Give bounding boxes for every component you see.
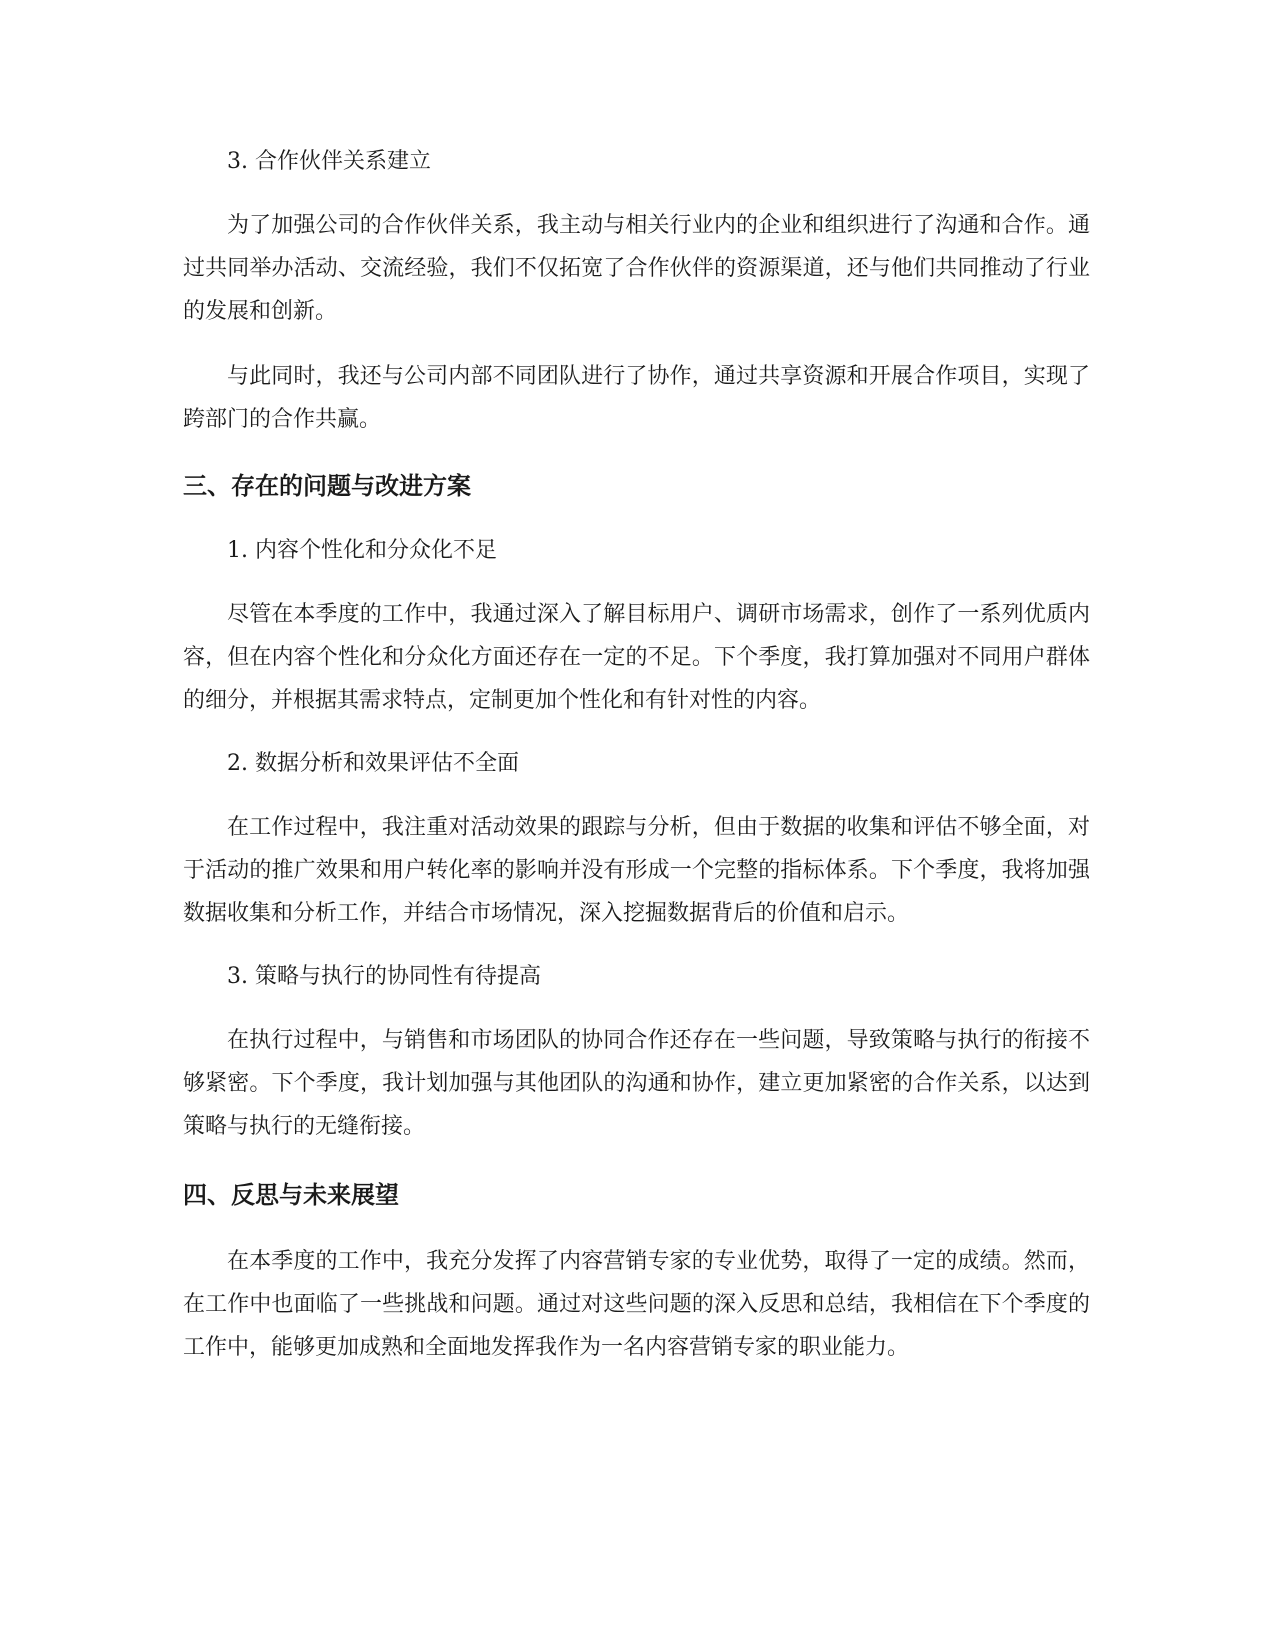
paragraph-reflection: 在本季度的工作中，我充分发挥了内容营销专家的专业优势，取得了一定的成绩。然而，在工作中也面临了一些挑战和问题。通过对这些问题的深入反思和总结，我相信在下个季度的工作中，能够更加成熟和全面地发挥我作为一名内容营销专家的职业能力。 <box>183 1249 1090 1360</box>
list-item-partnership: 3. 合作伙伴关系建立 <box>227 149 431 174</box>
paragraph-data-analysis: 在工作过程中，我注重对活动效果的跟踪与分析，但由于数据的收集和评估不够全面，对于活动的推广效果和用户转化率的影响并没有形成一个完整的指标体系。下个季度，我将加强数据收集和分析工作，并结合市场情况，深入挖掘数据背后的价值和启示。 <box>183 815 1090 926</box>
document-page <box>183 142 1090 1369</box>
list-item-content-personalization: 1. 内容个性化和分众化不足 <box>227 538 497 563</box>
paragraph-partnership-internal: 与此同时，我还与公司内部不同团队进行了协作，通过共享资源和开展合作项目，实现了跨部门的合作共赢。 <box>183 364 1090 432</box>
list-item-strategy-execution: 3. 策略与执行的协同性有待提高 <box>227 964 541 989</box>
list-item-data-analysis: 2. 数据分析和效果评估不全面 <box>227 751 519 776</box>
paragraph-partnership-external: 为了加强公司的合作伙伴关系，我主动与相关行业内的企业和组织进行了沟通和合作。通过共同举办活动、交流经验，我们不仅拓宽了合作伙伴的资源渠道，还与他们共同推动了行业的发展和创新。 <box>183 213 1090 324</box>
paragraph-content-personalization: 尽管在本季度的工作中，我通过深入了解目标用户、调研市场需求，创作了一系列优质内容，但在内容个性化和分众化方面还存在一定的不足。下个季度，我打算加强对不同用户群体的细分，并根据其需求特点，定制更加个性化和有针对性的内容。 <box>183 602 1090 713</box>
paragraph-strategy-execution: 在执行过程中，与销售和市场团队的协同合作还存在一些问题，导致策略与执行的衔接不够紧密。下个季度，我计划加强与其他团队的沟通和协作，建立更加紧密的合作关系，以达到策略与执行的无缝衔接。 <box>183 1028 1090 1139</box>
section-heading-problems: 三、存在的问题与改进方案 <box>183 472 471 500</box>
section-heading-reflection: 四、反思与未来展望 <box>183 1181 399 1209</box>
